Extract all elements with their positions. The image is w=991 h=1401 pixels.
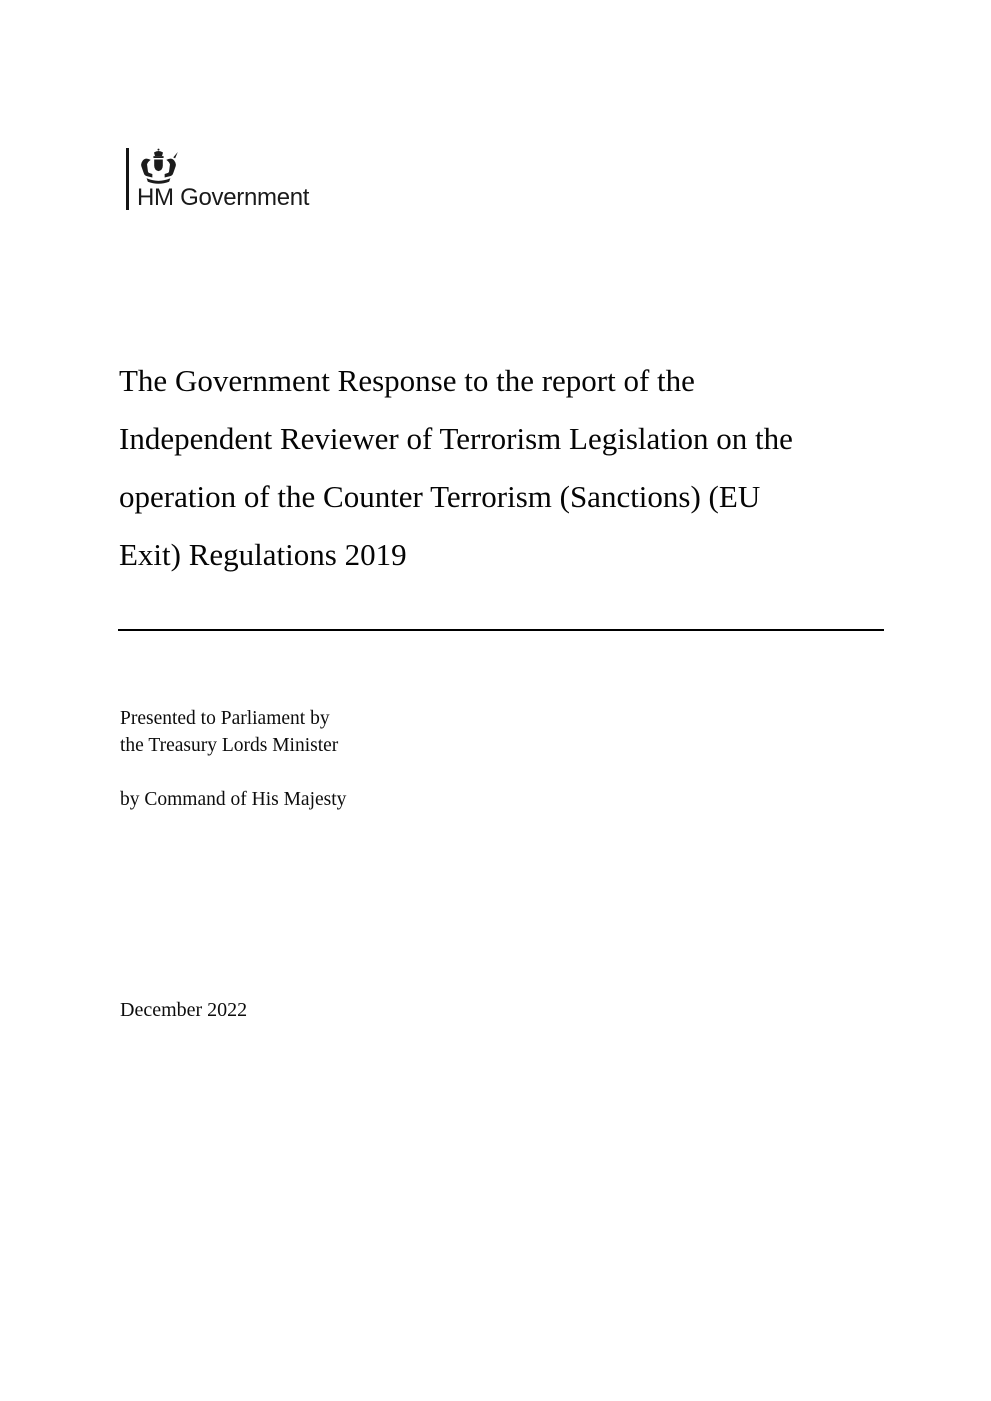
royal-coat-of-arms-icon (138, 147, 179, 185)
presented-line-2: the Treasury Lords Minister (120, 735, 339, 756)
hm-government-logo (126, 147, 336, 213)
document-title-line: operation of the Counter Terrorism (Sanctions) (EU (119, 479, 761, 514)
by-command-text: by Command of His Majesty (120, 789, 347, 810)
document-title-line: Independent Reviewer of Terrorism Legislation on the (119, 421, 793, 456)
presented-to-parliament-text (120, 705, 338, 759)
publication-date: December 2022 (120, 999, 248, 1021)
logo-wordmark: HM Government (137, 184, 310, 211)
document-title (119, 352, 894, 584)
title-divider-rule (118, 629, 884, 631)
document-title-line: Exit) Regulations 2019 (119, 537, 407, 572)
presented-line-1: Presented to Parliament by (120, 708, 330, 729)
logo-divider-bar (126, 148, 129, 210)
document-title-line: The Government Response to the report of the (119, 363, 695, 398)
